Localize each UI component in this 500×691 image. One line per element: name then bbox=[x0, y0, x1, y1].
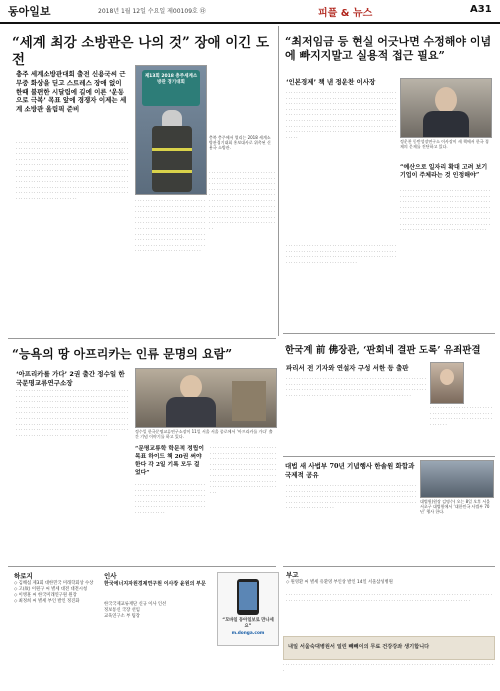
obituary-item: ◇ 김해섭 제3회 대한민국 미래학회상 수상 bbox=[14, 581, 94, 586]
article4-body-col3: · · · · · · · · · · · · · · · · · · · · · · · · · · · · · · · · · · · · · · · · · · · · · · · · · · · · · · · · · · · · · · · · · · · · · · · · · · · · · · · · · · · · · · · · · · · · · · · · · · · · · · · · · · · · · · · · · · · · · · · · · · · · · · · · · · · · · · · · · · · · · · · · · · · · · · · · · · · · · · · · · · · · · · · · · · · · · · · · · · · · · · · · · · · · · · · · · · · · · · · · · · · · · · · · · · · bbox=[210, 445, 276, 495]
obituary-item: ◇ 이병훈 씨 한국미래연구원 원장 bbox=[14, 593, 77, 598]
article3-lead: 파리서 전 기자와 연설자 구성 서한 등 출판 bbox=[286, 364, 409, 372]
event-sign-text: 제13회 2018 충주세계소방관 경기대회 bbox=[144, 74, 198, 85]
notice-line: 한국국제교류재단 신규 이사 인선 bbox=[104, 602, 167, 607]
bookshelf-shape bbox=[232, 381, 266, 421]
notice-line: 정보통신 국장 선임 bbox=[104, 608, 140, 613]
phone-screen bbox=[239, 582, 257, 610]
dateline: 2018년 1월 12일 수요일 제00109호 ㉰ bbox=[98, 8, 206, 15]
article1-body: · · · · · · · · · · · · · · · · · · · · · · · · · · · · · · · · · · · · · · · · · · · · · · · · · · · · · · · · · · · · · · · · · · · · · · · · · · · · · · · · · · · · · · · · · · · · · · · · · · · · · · · · · · · · · · · · · · · · · · · · · · · · · · · · · · · · · · · · · · · · · · · · · · · · · · · · · · · · · · · · · · · · · · · · · · · · · · · · · · · · · · · · · · · · · · · · · · · · · · · · · · · · · · · · · · · · · · · · · · · · · · · · · · · · · · · · · · · · · · · · · · · · · · · · · · · · · · · · · · · · · · · · · · · · · · · · · · · · · · · · · · · · · · · · · · · · · · · · · · · · · · · · · · · · · · · · · · · · · · · · · · · · · · · · · · · · · · · · · · · · · · · · · · · · · · · · · · · · · · · · · · · · · · · · · · · · · · · · · · · · · · · · · · · · · · · · · · · · · · · · · · · · · · · · · · · · · · · · · · · · · · · · · · · · · · · · · · · · · · · · · · · · · · · · · · · · · · · · · · · · · · · · bbox=[16, 140, 128, 201]
obituary-item: ◇ 최정희 씨 별세 부인 발인 정진화 bbox=[14, 599, 80, 604]
page-number: A31 bbox=[470, 4, 492, 15]
reflective-stripe bbox=[152, 148, 192, 151]
article4-lead: ‘아프리카를 가다’ 2권 출간 정수일 한국문명교류연구소장 bbox=[16, 370, 125, 387]
firefighter-photo bbox=[135, 65, 207, 195]
notice-heading: 한국에너지자원경제연구원 이사장 윤원의 부문 bbox=[104, 581, 206, 587]
face-shape bbox=[435, 87, 457, 113]
article4-body-col2: · · · · · · · · · · · · · · · · · · · · · · · · · · · · · · · · · · · · · · · · · · · · · · · · · · · · · · · · · · · · · · · · · · · · · · · · · · · · · · · · · · · · · · · · · · · · · · · · · · · · · · · · · · · · · · · · · · · · · · · · · · · · · · · · · · · · · · · · · · · · · · · · · · · bbox=[135, 482, 205, 515]
section-rule bbox=[8, 338, 276, 339]
article2-body: · · · · · · · · · · · · · · · · · · · · · · · · · · · · · · · · · · · · · · · · · · · · · · · · · · · · · · · · · · · · · · · · · · · · · · · · · · · · · · · · · · · · · · · · · · · · · · · · · · · · · · · · · · · · · · · · · · · · · · · · · · · · · · · · · · · · · · · · · · · · · · · · · · · · · · · · · · · · · · · · · · · · · · · · · · · · · · · · · · · · · · · · · · · · · · · · · · · · · · · · · · · · · · · · · · · · · · · · · · · · · · · · · · · · · · · · · · · · · · · · · · · · · · · · · · · · · · · · · · · · · · · · · · · · · · · · · · · · · · · · · · · · · · · · · · · · · · · · · · · · · · · · · · · · · · · · · · · · · · · · · · · · · · · · · · · · · · · · · · · · · · · · · · · · · bbox=[286, 90, 396, 140]
reflective-stripe bbox=[152, 170, 192, 173]
face-shape bbox=[440, 369, 454, 385]
notice-lines bbox=[104, 602, 212, 620]
article1-body-col3: · · · · · · · · · · · · · · · · · · · · · · · · · · · · · · · · · · · · · · · · · · · · · · · · · · · · · · · · · · · · · · · · · · · · · · · · · · · · · · · · · · · · · · · · · · · · · · · · · · · · · · · · · · · · · · · · · · · · · · · · · · · · · · · · · · · · · · · · · · · · · · · · · · · · · · · · · · · · · · · · · · · · · · · · · · · · · · · · · · · · · · · · · · · · · · · · · · · · · · · · · · · · · · · · · · · · · · · · · · · · · · · · · · · · · · · · · · · · · · · · · · · · · · · · · · · · · · · · · · · · · · bbox=[209, 170, 275, 231]
banner-body: · · · · · · · · · · · · · · · · · · · · · · · · · · · · · · · · · · · · · · · · · · · · · · · · · · · · · · · · · · · · · · · · · · · · · · · · · · · · · · · · · · · bbox=[283, 662, 493, 673]
phone-icon bbox=[237, 579, 259, 615]
article4-photo-caption: 정수일 한국문명교류연구소장이 11일 서울 서울 종로에서 ‘아프리카를 가다’ 출간 기념 이야기를 하고 있다. bbox=[135, 429, 273, 440]
turnout-gear-shape bbox=[152, 126, 192, 192]
article1-body-col2: · · · · · · · · · · · · · · · · · · · · · · · · · · · · · · · · · · · · · · · · · · · · · · · · · · · · · · · · · · · · · · · · · · · · · · · · · · · · · · · · · · · · · · · · · · · · · · · · · · · · · · · · · · · · · · · · · · · · · · · · · · · · · · · · · · · · · · · · · · · · · · · · · · · · · · · · · · · · · · · · · · · · · · · · · · · · · · · · · · · · · · · · · · · · · · · · · · · · · · · · · · · · · · · · · · · · · · · · · · · · · · · · · · · · · · · · · · · · · · · · · · · · · · · · · · · · · · · · · · · · · · · · · · · · · bbox=[135, 198, 205, 254]
sidebar-note-text: ◇ 원영환 씨 별세 유환영 부인상 발인 14일 서울삼성병원 bbox=[286, 580, 393, 585]
article4-headline: “능욕의 땅 아프리카는 인류 문명의 요람” bbox=[12, 347, 233, 361]
column-divider bbox=[278, 26, 279, 336]
sidebar-note-body: · · · · · · · · · · · · · · · · · · · · · · · · · · · · · · · · · · · · · · · · · · · · · · · · · · · · · · · · · · · · · · · · · · · · · · · · · · · · · · · · · · · · · · · · · · · · · · · · · · · · · · · · · · · · · · · · · · · · · · · · · · · · · · · · · · · · · · · · · · · · · · · · · · · · · · · · bbox=[286, 592, 492, 603]
newspaper-logo: 동아일보 bbox=[8, 5, 51, 18]
notice-title: 인사 bbox=[104, 572, 117, 580]
article2-photo-caption: 정운찬 동반성장연구소 이사장이 새 책에서 한국 경제의 문제를 진단하고 있다. bbox=[400, 139, 489, 150]
bottom-banner[interactable] bbox=[283, 636, 495, 660]
article3-headline: 한국계 前 佛장관, ‘판회네 결판 도록’ 유죄판결 bbox=[285, 345, 481, 356]
article1-headline: “세계 최강 소방관은 나의 것” 장애 이긴 도전 bbox=[12, 35, 270, 68]
quote-box: “예산으로 일자리 확대 고려 보기 기업이 주체라는 것 인정해야” bbox=[400, 164, 488, 179]
article3-body: · · · · · · · · · · · · · · · · · · · · · · · · · · · · · · · · · · · · · · · · · · · · · · · · · · · · · · · · · · · · · · · · · · · · · · · · · · · · · · · · · · · · · · · · · · · · · · · · · · · · · · · · · · · · · · · · · · · · · · · · · · · · · · · · · · · · · · · · · · · · · · · · · · · · · · · · · · · · · · · · · · · · · · · · · · · · · · · · · · · · · · · · · · · · · · · · · · · · · · · · · · · · · · · · · · · bbox=[286, 376, 426, 398]
suit-shape bbox=[423, 111, 469, 137]
bottom-banner-text: 내일 서울숙대병원서 얼린 빼빼이의 무료 건강강좌 생기합니다 bbox=[288, 644, 430, 650]
article2-body-col2: · · · · · · · · · · · · · · · · · · · · · · · · · · · · · · · · · · · · · · · · · · · · · · · · · · · · · · · · · · · · · · · · · · · · · · · · · · · · · · · · · · · · · · · · · · · · · · · · · · · · · · · · · · · · · · · · · · · · · · · · · · · · · · · · · · · · · · · · · · · · · · · · · · · · · · · · · · · · · · · · · · · · · · · · · · · · · · · · · · · · · · · · · · · · · · · · · · · · · · · · · · · · · · · · · · · · · · · · · · · · · · · · · · · · · · · · · · · · · · · · · · · · · · · · · · · · · · · · · · · · · · · · · · · · · · · · · · · · · · · bbox=[400, 188, 490, 233]
section-rule bbox=[283, 333, 495, 334]
section-rule bbox=[8, 566, 276, 567]
sidebar-note-title: 부고 bbox=[286, 571, 299, 579]
portrait-photo bbox=[400, 78, 492, 138]
ceremony-photo bbox=[420, 460, 494, 498]
article5-headline: 대법 새 사법부 70년 기념행사 한솔원 화합과 국제적 공유 bbox=[285, 462, 415, 479]
article5-body: · · · · · · · · · · · · · · · · · · · · · · · · · · · · · · · · · · · · · · · · · · · · · · · · · · · · · · · · · · · · · · · · · · · · · · · · · · · · · · · · · · · · · · · · · · · · · · · · · · · · · · · · · · · · · · · · · · · · · · · · · · · · · · · · · · · · · · · · · · · · · · · · · · · · · · · · · · · · · · · · · · · · · · · · · · · · · · · · · · · · · · · · · · · · · · · · · · · · · · · · · · · · · · · · · · · · · · · · · · · · · · · bbox=[286, 483, 416, 511]
face-shape bbox=[180, 375, 202, 399]
ad-tagline: “모바일 동아일보로 만나세요” bbox=[222, 618, 274, 629]
article3-body-col2: · · · · · · · · · · · · · · · · · · · · · · · · · · · · · · · · · · · · · · · · · · · · · · · · · · · · · · · · · · · · · · · · · · · · · · · · · · · · · · · bbox=[430, 405, 492, 427]
pull-quote: “문명교류학 학문적 정립이 목표 하이드 책 20권 써야 한다 각 2일 기록 모두 걸었다” bbox=[135, 446, 204, 476]
article2-lead: ‘인본경제’ 책 낸 정운찬 이사장 bbox=[286, 78, 376, 86]
suit-shape bbox=[166, 397, 216, 427]
former-minister-photo bbox=[430, 362, 464, 404]
author-photo bbox=[135, 368, 277, 428]
article1-photo-caption: 충북 충주에서 열리는 2018 세계소방관경기대회 홍보대사로 위촉된 신용국 소방관. bbox=[209, 135, 271, 151]
article4-body: · · · · · · · · · · · · · · · · · · · · · · · · · · · · · · · · · · · · · · · · · · · · · · · · · · · · · · · · · · · · · · · · · · · · · · · · · · · · · · · · · · · · · · · · · · · · · · · · · · · · · · · · · · · · · · · · · · · · · · · · · · · · · · · · · · · · · · · · · · · · · · · · · · · · · · · · · · · · · · · · · · · · · · · · · · · · · · · · · · · · · · · · · · · · · · · · · · · · · · · · · · · · · · · · · · · · · · · · · · · · · · · · · · · · · · · · · · · · · · · · · · · · · · · · · · · · · · · · · · · · · · · · · · · · · · · · · · · · · · · · · · · · · · · · · · · · · · · · · · · · · · · · · · · · · · · · · · · · · · · · · · · · · · · · · · · · · · · · · · · · · · · · · · · · · · · · · · · · · · · · · · · · · · · · · · · · · · · · · · · · · · · · · · · · bbox=[16, 388, 128, 438]
masthead bbox=[0, 0, 500, 24]
mobile-ad[interactable] bbox=[217, 572, 279, 646]
ad-url[interactable]: m.donga.com bbox=[231, 631, 265, 636]
notice-line: 교육연구소 부 팀장 bbox=[104, 614, 140, 619]
article1-lead: 충주 세계소방관대회 출전 신용국씨 근무중 화상을 딛고 스트레스 장애 없이 한때 불편한 시달림에 길에 이른 ‘운동으로 극복’ 목표 앞에 경쟁자 이제는 세계 소방관 올림픽 준비 bbox=[16, 70, 127, 114]
article5-lead: 대법원(원장 김명수) 오는 8일 오후 서울 서초구 대법원에서 ‘대한민국 사법부 70년’ 행사 한다. bbox=[420, 499, 490, 515]
obituary-list bbox=[14, 581, 96, 605]
article2-body-col1b: · · · · · · · · · · · · · · · · · · · · · · · · · · · · · · · · · · · · · · · · · · · · · · · · · · · · · · · · · · · · · · · · · · · · · · · · · · · · · · · · · · · · · · · · · · · · · · · · · · · · · · · · · · · · · · · · · · · · · · · · · · · · · · · · · · · · · · · · · · · · · · · · · · · · · · · · · · · · · bbox=[286, 243, 396, 265]
section-rule bbox=[283, 456, 495, 457]
section-title: 피플 & 뉴스 bbox=[318, 8, 373, 19]
obituary-title: 하로지 bbox=[14, 572, 33, 580]
obituary-item: ◇ 고(故) 이원구 씨 별세 대전 대전시청 bbox=[14, 587, 88, 592]
article2-headline: “최저임금 등 현실 어긋나면 수정해야 이념에 빠지지말고 실용적 접근 필요” bbox=[285, 35, 492, 62]
section-rule bbox=[283, 566, 495, 567]
